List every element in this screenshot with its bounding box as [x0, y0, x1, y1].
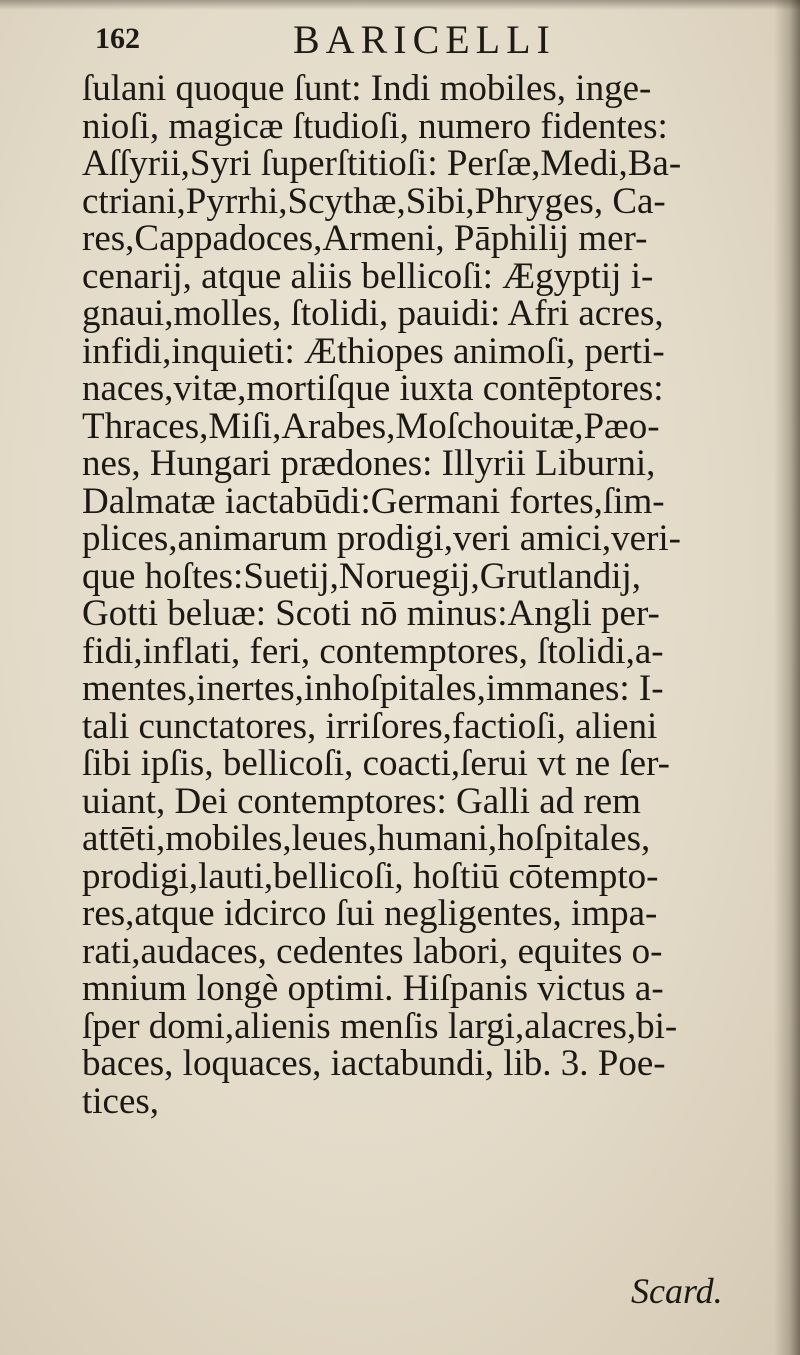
text-line: nes, Hungari prædones: Illyrii Liburni,: [82, 443, 656, 484]
text-line: tali cunctatores, irriſores,factioſi, alieni: [82, 705, 658, 747]
page-top-shadow: [0, 0, 800, 10]
text-line: uiant, Dei contemptores: Galli ad rem: [82, 780, 641, 822]
text-line: nioſi, magicæ ſtudioſi, numero fidentes:: [82, 105, 668, 147]
text-line: ſulani quoque ſunt: Indi mobiles, inge-: [82, 68, 652, 109]
text-line: attēti,mobiles,leues,humani,hoſpitales,: [82, 818, 651, 859]
text-line: Thraces,Miſi,Arabes,Moſchouitæ,Pæo-: [82, 405, 660, 447]
text-line: naces,vitæ,mortiſque iuxta contēptores:: [82, 368, 664, 409]
text-line: Dalmatæ iactabūdi:Germani fortes,ſim-: [82, 480, 665, 522]
text-line: ctriani,Pyrrhi,Scythæ,Sibi,Phryges, Ca-: [82, 180, 666, 222]
text-line: Aſſyrii,Syri ſuperſtitioſi: Perſæ,Medi,Ba-: [82, 143, 682, 184]
text-line: res,atque idcirco ſui negligentes, impa-: [82, 893, 658, 934]
text-line: ſibi ipſis, bellicoſi, coacti,ſerui vt ne ſer-: [82, 743, 671, 784]
text-line: ſper domi,alienis menſis largi,alacres,bi-: [82, 1005, 678, 1047]
text-line: baces, loquaces, iactabundi, lib. 3. Poe-: [82, 1043, 666, 1084]
text-line: plices,animarum prodigi,veri amici,veri-: [82, 518, 681, 559]
page-number: 162: [95, 22, 140, 55]
text-line: rati,audaces, cedentes labori, equites o-: [82, 930, 663, 972]
text-line: mentes,inertes,inhoſpitales,immanes: I-: [82, 668, 664, 709]
catchword: Scard.: [631, 1271, 723, 1311]
text-line: infidi,inquieti: Æthiopes animoſi, perti-: [82, 330, 665, 372]
text-line: fidi,inflati, feri, contemptores, ſtolidi,a-: [82, 630, 664, 672]
body-text: [82, 70, 782, 1120]
text-line: mnium longè optimi. Hiſpanis victus a-: [82, 968, 664, 1009]
page-header: [95, 16, 715, 66]
text-line: res,Cappadoces,Armeni, Pāphilij mer-: [82, 218, 648, 259]
text-line: gnaui,molles, ſtolidi, pauidi: Afri acres,: [82, 293, 664, 334]
text-line: cenarij, atque aliis bellicoſi: Ægyptij i-: [82, 255, 654, 297]
text-line: prodigi,lauti,bellicoſi, hoſtiū cōtempto-: [82, 855, 659, 897]
running-head: BARICELLI: [293, 17, 556, 62]
text-line: Gotti beluæ: Scoti nō minus:Angli per-: [82, 593, 660, 634]
text-line: tices,: [82, 1080, 160, 1122]
text-line: que hoſtes:Suetij,Noruegij,Grutlandij,: [82, 555, 642, 597]
